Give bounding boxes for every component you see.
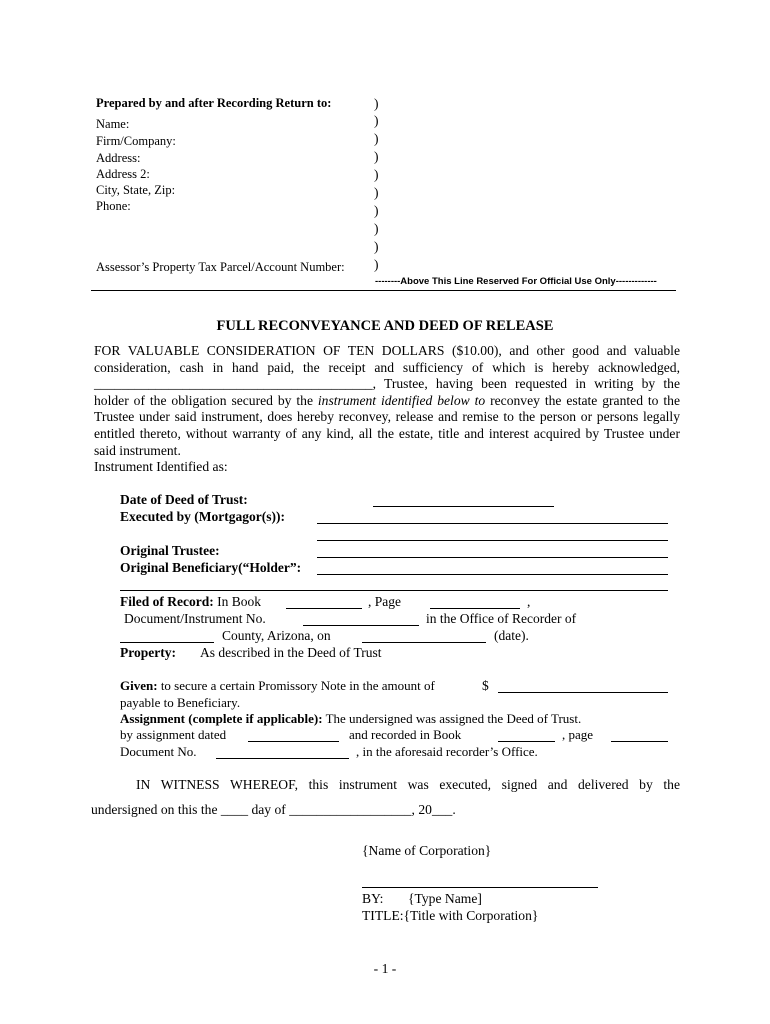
assignment-book-line[interactable]: [498, 741, 555, 742]
city-state-zip-field-label: City, State, Zip:: [96, 183, 176, 197]
phone-field-label: Phone:: [96, 199, 131, 213]
consideration-paragraph: [94, 343, 680, 476]
paragraph-line: Trustee under said instrument, does hereby reconvey, release and remise to the person or persons legally: [94, 409, 680, 425]
assignment-page-line[interactable]: [611, 741, 668, 742]
property-label: Property:: [120, 645, 176, 660]
assignment-text: The undersigned was assigned the Deed of Trust.: [322, 711, 582, 726]
document-title: FULL RECONVEYANCE AND DEED OF RELEASE: [216, 318, 554, 334]
document-no-label: Document No.: [120, 744, 197, 759]
paren: ): [374, 239, 379, 254]
county-line[interactable]: [120, 642, 214, 643]
assignment-document-line[interactable]: [216, 758, 349, 759]
name-field-label: Name:: [96, 117, 130, 131]
paren: ): [374, 221, 379, 236]
filed-of-record-label: Filed of Record:: [120, 594, 214, 609]
dollar-sign: $: [482, 678, 489, 693]
signer-name: {Type Name]: [408, 891, 482, 906]
paragraph-text: holder of the obligation secured by the: [94, 392, 318, 408]
given-label: Given:: [120, 678, 158, 693]
assignment-label: Assignment (complete if applicable):: [120, 711, 323, 726]
aforesaid-office-label: , in the aforesaid recorder’s Office.: [356, 744, 538, 759]
witness-line-2: undersigned on this the ____ day of __________________, 20___.: [91, 802, 456, 817]
date-of-deed-label: Date of Deed of Trust:: [120, 492, 248, 507]
by-label: BY:: [362, 891, 384, 906]
page-line[interactable]: [430, 608, 520, 609]
paragraph-line: entitled thereto, without warranty of any kind, all the estate, title and interest acquired by Trustee under: [94, 425, 680, 441]
in-book-label: In Book: [213, 594, 261, 609]
address-field-label: Address:: [96, 151, 141, 165]
given-row: [120, 678, 435, 694]
property-value: As described in the Deed of Trust: [200, 645, 382, 660]
paren: ): [374, 185, 379, 200]
comma: ,: [527, 594, 531, 609]
assignment-dated-label: by assignment dated: [120, 727, 227, 742]
executed-by-label: Executed by (Mortgagor(s)):: [120, 509, 285, 524]
assignment-page-label: , page: [562, 727, 594, 742]
recorded-in-book-label: and recorded in Book: [349, 727, 462, 742]
section-divider: [120, 590, 668, 591]
assignment-row: [120, 711, 581, 727]
header-divider: [91, 290, 676, 291]
paragraph-line: consideration, cash in hand paid, the receipt and sufficiency of which is hereby acknowledged,: [94, 359, 680, 375]
executed-by-line-2[interactable]: [317, 540, 668, 541]
title-label: TITLE:: [362, 908, 404, 923]
firm-field-label: Firm/Company:: [96, 134, 176, 148]
paren: ): [374, 131, 379, 146]
reserved-line-label: --------Above This Line Reserved For Official Use Only-------------: [375, 276, 657, 287]
paragraph-line: FOR VALUABLE CONSIDERATION OF TEN DOLLARS ($10.00), and other good and valuable: [94, 343, 680, 358]
signature-line[interactable]: [362, 887, 598, 888]
paren: ): [374, 167, 379, 182]
paren: ): [374, 113, 379, 128]
paren: ): [374, 257, 379, 272]
record-date-line[interactable]: [362, 642, 486, 643]
paragraph-line: _________________________________________, Trustee, having been requested in writing by the: [94, 376, 680, 392]
original-beneficiary-label: Original Beneficiary(“Holder”:: [120, 560, 302, 575]
executed-by-line[interactable]: [317, 523, 668, 524]
page-number: - 1 -: [373, 961, 397, 976]
witness-line-1: IN WITNESS WHEREOF, this instrument was executed, signed and delivered by the: [136, 777, 680, 792]
paragraph-text: reconvey the estate granted to the: [485, 392, 681, 408]
given-text: to secure a certain Promissory Note in the amount of: [157, 678, 435, 693]
office-of-recorder-label: in the Office of Recorder of: [426, 611, 577, 626]
prepared-by-label: Prepared by and after Recording Return to:: [96, 96, 332, 110]
paragraph-line: [94, 393, 680, 410]
original-trustee-label: Original Trustee:: [120, 543, 220, 558]
document-instrument-label: Document/Instrument No.: [124, 611, 266, 626]
parcel-number-label: Assessor’s Property Tax Parcel/Account Number:: [96, 260, 345, 274]
instrument-identified-label: Instrument Identified as:: [94, 459, 228, 475]
page-label: , Page: [368, 594, 401, 609]
county-arizona-label: County, Arizona, on: [222, 628, 331, 643]
paren: ): [374, 203, 379, 218]
date-of-deed-line[interactable]: [373, 506, 554, 507]
paren: ): [374, 149, 379, 164]
title-row: [362, 908, 538, 924]
signer-title: {Title with Corporation}: [403, 908, 539, 923]
original-beneficiary-line[interactable]: [317, 574, 668, 575]
paragraph-italic-text: instrument identified below to: [317, 392, 486, 408]
filed-of-record-row: [120, 594, 261, 610]
book-line[interactable]: [286, 608, 362, 609]
date-suffix-label: (date).: [494, 628, 529, 643]
note-amount-line[interactable]: [498, 692, 668, 693]
address2-field-label: Address 2:: [96, 167, 150, 181]
payable-label: payable to Beneficiary.: [120, 695, 241, 710]
original-trustee-line[interactable]: [317, 557, 668, 558]
assignment-date-line[interactable]: [248, 741, 339, 742]
document-instrument-line[interactable]: [303, 625, 419, 626]
paragraph-line: said instrument.: [94, 442, 181, 458]
paren: ): [374, 96, 379, 111]
corporation-name: {Name of Corporation}: [362, 843, 492, 858]
